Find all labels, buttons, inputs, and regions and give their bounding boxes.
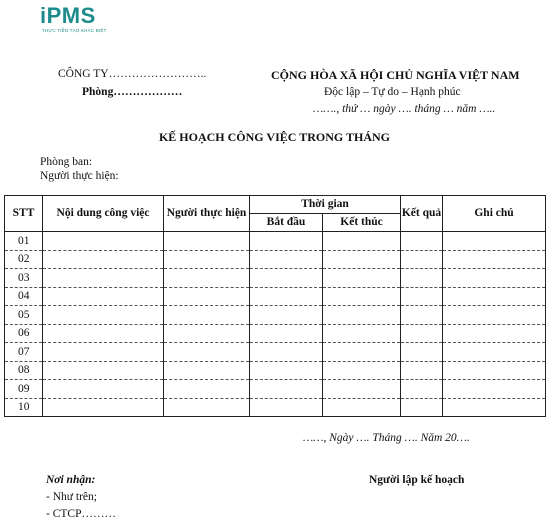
row-number: 07 (5, 343, 43, 362)
table-row (5, 398, 546, 417)
table-cell (323, 398, 401, 417)
table-row (5, 250, 546, 269)
table-row (5, 324, 546, 343)
recipient-item: - Như trên; (46, 491, 97, 503)
header-stt: STT (5, 196, 43, 232)
table-cell (323, 250, 401, 269)
header-content: Nội dung công việc (43, 196, 164, 232)
table-cell (443, 269, 546, 288)
person-field-label: Người thực hiện: (40, 170, 119, 182)
header-end: Kết thúc (323, 214, 401, 232)
table-cell (43, 306, 164, 325)
table-cell (250, 324, 323, 343)
table-cell (164, 324, 250, 343)
table-cell (443, 287, 546, 306)
table-cell (43, 398, 164, 417)
table-cell (250, 232, 323, 251)
table-cell (164, 269, 250, 288)
table-row (5, 269, 546, 288)
table-cell (43, 269, 164, 288)
table-cell (401, 361, 443, 380)
recipient-item: - CTCP……… (46, 508, 116, 520)
table-cell (401, 306, 443, 325)
header-note: Ghi chú (443, 196, 546, 232)
table-cell (323, 361, 401, 380)
nation-motto: Độc lập – Tự do – Hạnh phúc (324, 86, 461, 98)
table-cell (443, 232, 546, 251)
table-cell (401, 380, 443, 399)
row-number: 02 (5, 250, 43, 269)
table-cell (250, 250, 323, 269)
row-number: 03 (5, 269, 43, 288)
table-cell (43, 380, 164, 399)
footer-date-line: ……, Ngày …. Tháng …. Năm 20…. (303, 432, 470, 444)
work-plan-table (4, 195, 546, 417)
table-cell (250, 361, 323, 380)
table-cell (164, 398, 250, 417)
row-number: 06 (5, 324, 43, 343)
table-cell (250, 343, 323, 362)
table-cell (250, 287, 323, 306)
table-cell (250, 269, 323, 288)
table-cell (164, 361, 250, 380)
nation-title: CỘNG HÒA XÃ HỘI CHỦ NGHĨA VIỆT NAM (271, 68, 520, 82)
recipients-label: Nơi nhận: (46, 474, 96, 486)
table-cell (323, 380, 401, 399)
table-cell (323, 324, 401, 343)
row-number: 04 (5, 287, 43, 306)
table-cell (43, 361, 164, 380)
table-cell (164, 343, 250, 362)
table-row (5, 306, 546, 325)
table-cell (164, 306, 250, 325)
table-cell (401, 398, 443, 417)
table-cell (250, 398, 323, 417)
table-cell (443, 361, 546, 380)
table-cell (401, 232, 443, 251)
logo-tagline: THỰC TIỄN TẠO KHÁC BIỆT (42, 28, 107, 33)
document-title: KẾ HOẠCH CÔNG VIỆC TRONG THÁNG (158, 130, 391, 144)
table-cell (401, 324, 443, 343)
table-cell (250, 306, 323, 325)
header-person: Người thực hiện (164, 196, 250, 232)
table-cell (401, 250, 443, 269)
row-number: 08 (5, 361, 43, 380)
table-cell (43, 287, 164, 306)
row-number: 09 (5, 380, 43, 399)
table-cell (443, 398, 546, 417)
header-time: Thời gian (250, 196, 401, 214)
table-cell (323, 306, 401, 325)
row-number: 10 (5, 398, 43, 417)
table-cell (443, 306, 546, 325)
company-name-line: CÔNG TY…………………….. (58, 68, 207, 80)
department-line: Phòng……………… (82, 86, 183, 98)
table-cell (323, 343, 401, 362)
table-cell (443, 324, 546, 343)
table-row (5, 287, 546, 306)
logo-text: iPMS (40, 3, 96, 28)
table-cell (401, 287, 443, 306)
table-cell (164, 250, 250, 269)
signer-title: Người lập kế hoạch (369, 474, 465, 486)
table-row (5, 232, 546, 251)
table-cell (323, 232, 401, 251)
table-row (5, 343, 546, 362)
table-cell (323, 287, 401, 306)
table-cell (443, 250, 546, 269)
header-start: Bắt đầu (250, 214, 323, 232)
department-field-label: Phòng ban: (40, 156, 93, 168)
company-logo (40, 3, 107, 34)
table-cell (443, 380, 546, 399)
header-date-line: ……., thứ … ngày …. tháng … năm ….. (313, 103, 496, 115)
row-number: 01 (5, 232, 43, 251)
table-row (5, 380, 546, 399)
table-cell (43, 343, 164, 362)
table-cell (164, 232, 250, 251)
table-cell (401, 343, 443, 362)
table-cell (443, 343, 546, 362)
row-number: 05 (5, 306, 43, 325)
table-cell (43, 232, 164, 251)
table-cell (43, 250, 164, 269)
table-cell (323, 269, 401, 288)
table-cell (401, 269, 443, 288)
table-cell (250, 380, 323, 399)
table-row (5, 361, 546, 380)
table-cell (43, 324, 164, 343)
table-cell (164, 380, 250, 399)
table-cell (164, 287, 250, 306)
header-result: Kết quả (401, 196, 443, 232)
